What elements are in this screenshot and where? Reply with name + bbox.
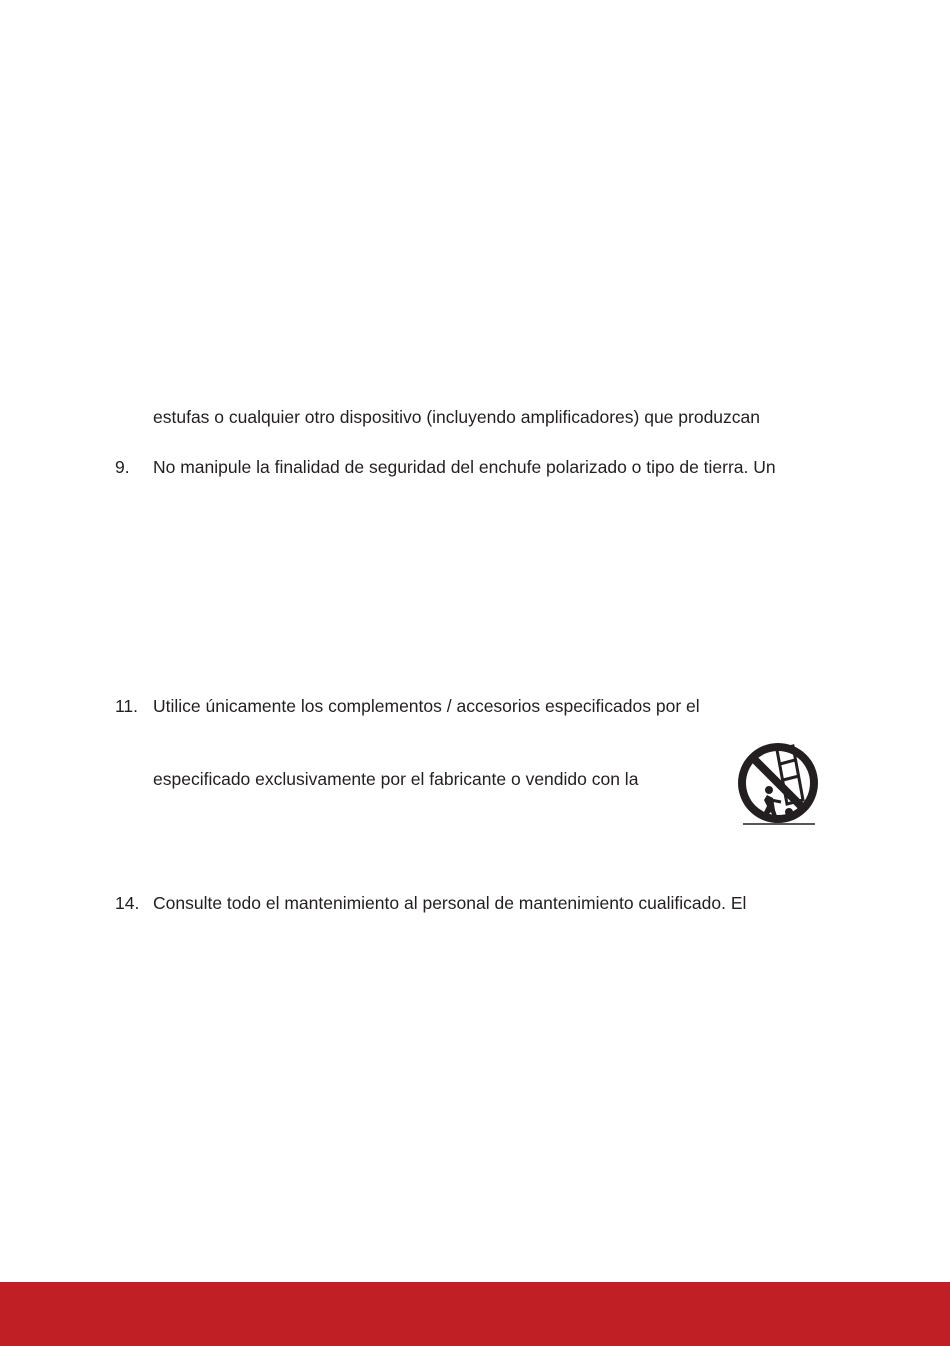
continuation-line-12: especificado exclusivamente por el fabricante o vendido con la xyxy=(153,769,639,789)
item-text-14: Consulte todo el mantenimiento al personal de mantenimiento cualificado. El xyxy=(153,893,747,913)
item-number-14: 14. xyxy=(115,893,140,913)
cart-tip-over-warning-icon xyxy=(733,740,823,830)
item-text-11: Utilice únicamente los complementos / accesorios especificados por el xyxy=(153,696,700,716)
item-number-11: 11. xyxy=(115,696,139,716)
item-text-9: No manipule la finalidad de seguridad del enchufe polarizado o tipo de tierra. Un xyxy=(153,457,776,477)
continuation-line-8: estufas o cualquier otro dispositivo (incluyendo amplificadores) que produzcan xyxy=(153,407,761,427)
footer-bar xyxy=(0,1282,950,1346)
item-number-9: 9. xyxy=(115,457,130,477)
